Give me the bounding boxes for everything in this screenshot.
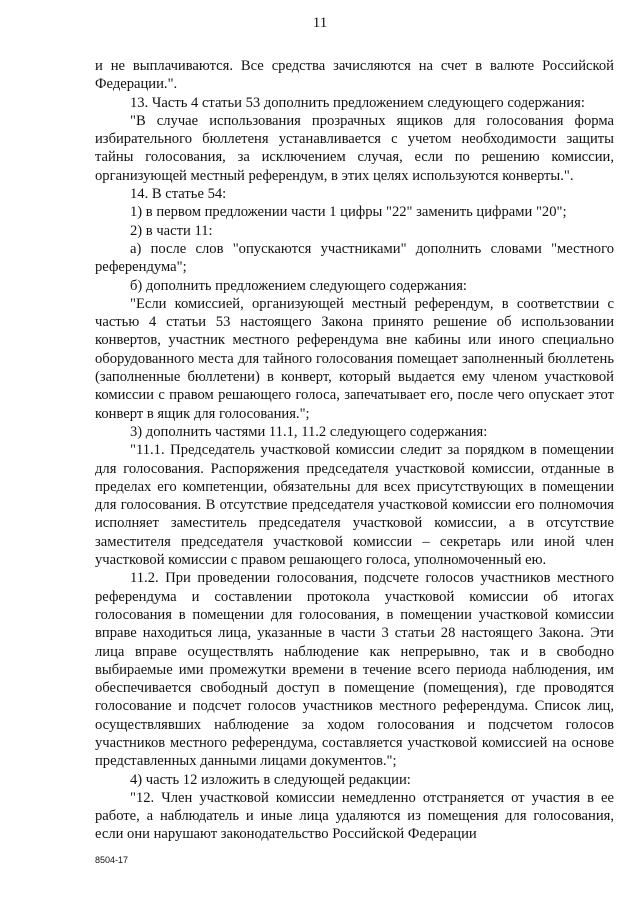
paragraph: б) дополнить предложением следующего содержания: [130,277,467,294]
document-code: 8504-17 [95,855,129,865]
page-number: 11 [312,15,328,31]
paragraph: 11.2. При проведении голосования, подсчете голосов участников местного референдума и составлении протокола участковой комиссии об итогах голосования в помещении для голосования, в помещении участковой комиссии вправе находиться лица, указанные в части 3 статьи 28 настоящего Закона. Эти лица вправе осуществлять наблюдение как непрерывно, так и в свободно выбираемые ими промежутки времени в течение всего периода наблюдения, им обеспечивается свободный доступ в помещение (помещения), где проводятся голосование и подсчет голосов участников местного референдума. Список лиц, осуществлявших наблюдение за ходом голосования и подсчетом голосов участников местного референдума, составляется участковой комиссией на основе представленных данными лицами документов."; [95,570,614,770]
paragraph: 2) в части 11: [130,222,213,239]
paragraph: 13. Часть 4 статьи 53 дополнить предложением следующего содержания: [130,94,585,111]
paragraph: и не выплачиваются. Все средства зачисляются на счет в валюте Российской Федерации.". [95,58,614,93]
paragraph: "11.1. Председатель участковой комиссии следит за порядком в помещении для голосования. Распоряжения председателя участковой комиссии, отданные в пределах его компетенции, обязательны для всех присутствующих в помещении для голосования. В отсутствие председателя участковой комиссии его полномочия исполняет заместитель председателя участковой комиссии, а в отсутствие заместителя председателя участковой комиссии – секретарь или иной член участковой комиссии с правом решающего голоса, уполномоченный ею. [95,442,614,569]
paragraph: а) после слов "опускаются участниками" дополнить словами "местного референдума"; [95,240,614,276]
paragraph: 14. В статье 54: [130,186,227,203]
paragraph: 1) в первом предложении части 1 цифры "22" заменить цифрами "20"; [130,204,567,221]
paragraph: 4) часть 12 изложить в следующей редакции: [130,771,411,788]
document-body [95,57,614,844]
paragraph: "12. Член участковой комиссии немедленно отстраняется от участия в ее работе, а наблюдатель и иные лица удаляются из помещения для голосования, если они нарушают законодательство Российской Федерации [95,789,614,843]
paragraph: 3) дополнить частями 11.1, 11.2 следующего содержания: [130,423,488,440]
paragraph: "В случае использования прозрачных ящиков для голосования форма избирательного бюллетеня устанавливается с учетом необходимости защиты тайны голосования, за исключением случая, если по решению комиссии, организующей местный референдум, в этих целях используются конверты.". [95,112,614,184]
paragraph: "Если комиссией, организующей местный референдум, в соответствии с частью 4 статьи 53 настоящего Закона принято решение об использовании конвертов, участник местного референдума вне кабины или иного специально оборудованного места для тайного голосования помещает заполненный бюллетень (заполненные бюллетени) в конверт, который выдается ему членом участковой комиссии с правом решающего голоса, запечатывает его, после чего опускает этот конверт в ящик для голосования."; [95,295,614,422]
